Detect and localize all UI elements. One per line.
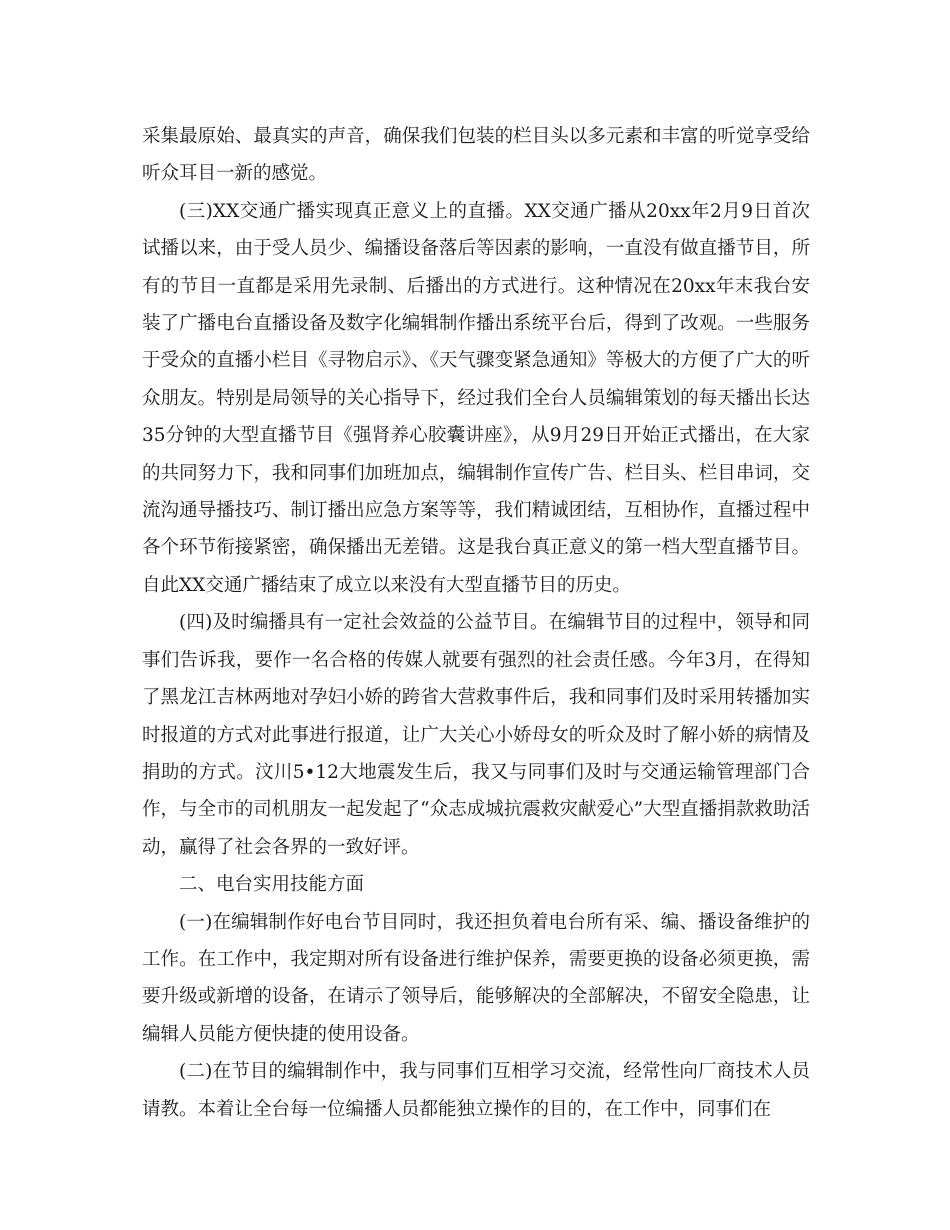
section-heading: 二、电台实用技能方面 [179,874,365,896]
paragraph-section-3: (三)XX交通广播实现真正意义上的直播。XX交通广播从20xx年2月9日首次试播以来，由于受人员少、编播设备落后等因素的影响，一直没有做直播节目，所有的节目一直都是采用先录制、后播出的方式进行。这种情况在20xx年末我台安装了广播电台直播设备及数字化编辑制作播出系统平台后，得到了改观。一些服务于受众的直播小栏目《寻物启示》、《天气骤变紧急通知》等极大的方便了广大的听众朋友。特别是局领导的关心指导下，经过我们全台人员编辑策划的每天播出长达35分钟的大型直播节目《强肾养心胶囊讲座》，从9月29日开始正式播出，在大家的共同努力下，我和同事们加班加点，编辑制作宣传广告、栏目头、栏目串词，交流沟通导播技巧、制订播出应急方案等等，我们精诚团结，互相协作，直播过程中各个环节衔接紧密，确保播出无差错。这是我台真正意义的第一档大型直播节目。自此XX交通广播结束了成立以来没有大型直播节目的历史。 [142,200,810,596]
document-body [142,118,810,1128]
paragraph-subsection-2: (二)在节目的编辑制作中，我与同事们互相学习交流，经常性向厂商技术人员请教。本着让全台每一位编播人员都能独立操作的目的，在工作中，同事们在 [142,1061,810,1120]
paragraph-subsection-1: (一)在编辑制作好电台节目同时，我还担负着电台所有采、编、播设备维护的工作。在工作中，我定期对所有设备进行维护保养，需要更换的设备必须更换，需要升级或新增的设备，在请示了领导后，能够解决的全部解决，不留安全隐患，让编辑人员能方便快捷的使用设备。 [142,911,810,1045]
paragraph-section-4: (四)及时编播具有一定社会效益的公益节目。在编辑节目的过程中，领导和同事们告诉我，要作一名合格的传媒人就要有强烈的社会责任感。今年3月，在得知了黑龙江吉林两地对孕妇小娇的跨省大营救事件后，我和同事们及时采用转播加实时报道的方式对此事进行报道，让广大关心小娇母女的听众及时了解小娇的病情及捐助的方式。汶川5•12大地震发生后，我又与同事们及时与交通运输管理部门合作，与全市的司机朋友一起发起了“众志成城抗震救灾献爱心”大型直播捐款救助活动，赢得了社会各界的一致好评。 [142,612,810,858]
paragraph-continuation: 采集最原始、最真实的声音，确保我们包装的栏目头以多元素和丰富的听觉享受给听众耳目一新的感觉。 [142,126,810,185]
